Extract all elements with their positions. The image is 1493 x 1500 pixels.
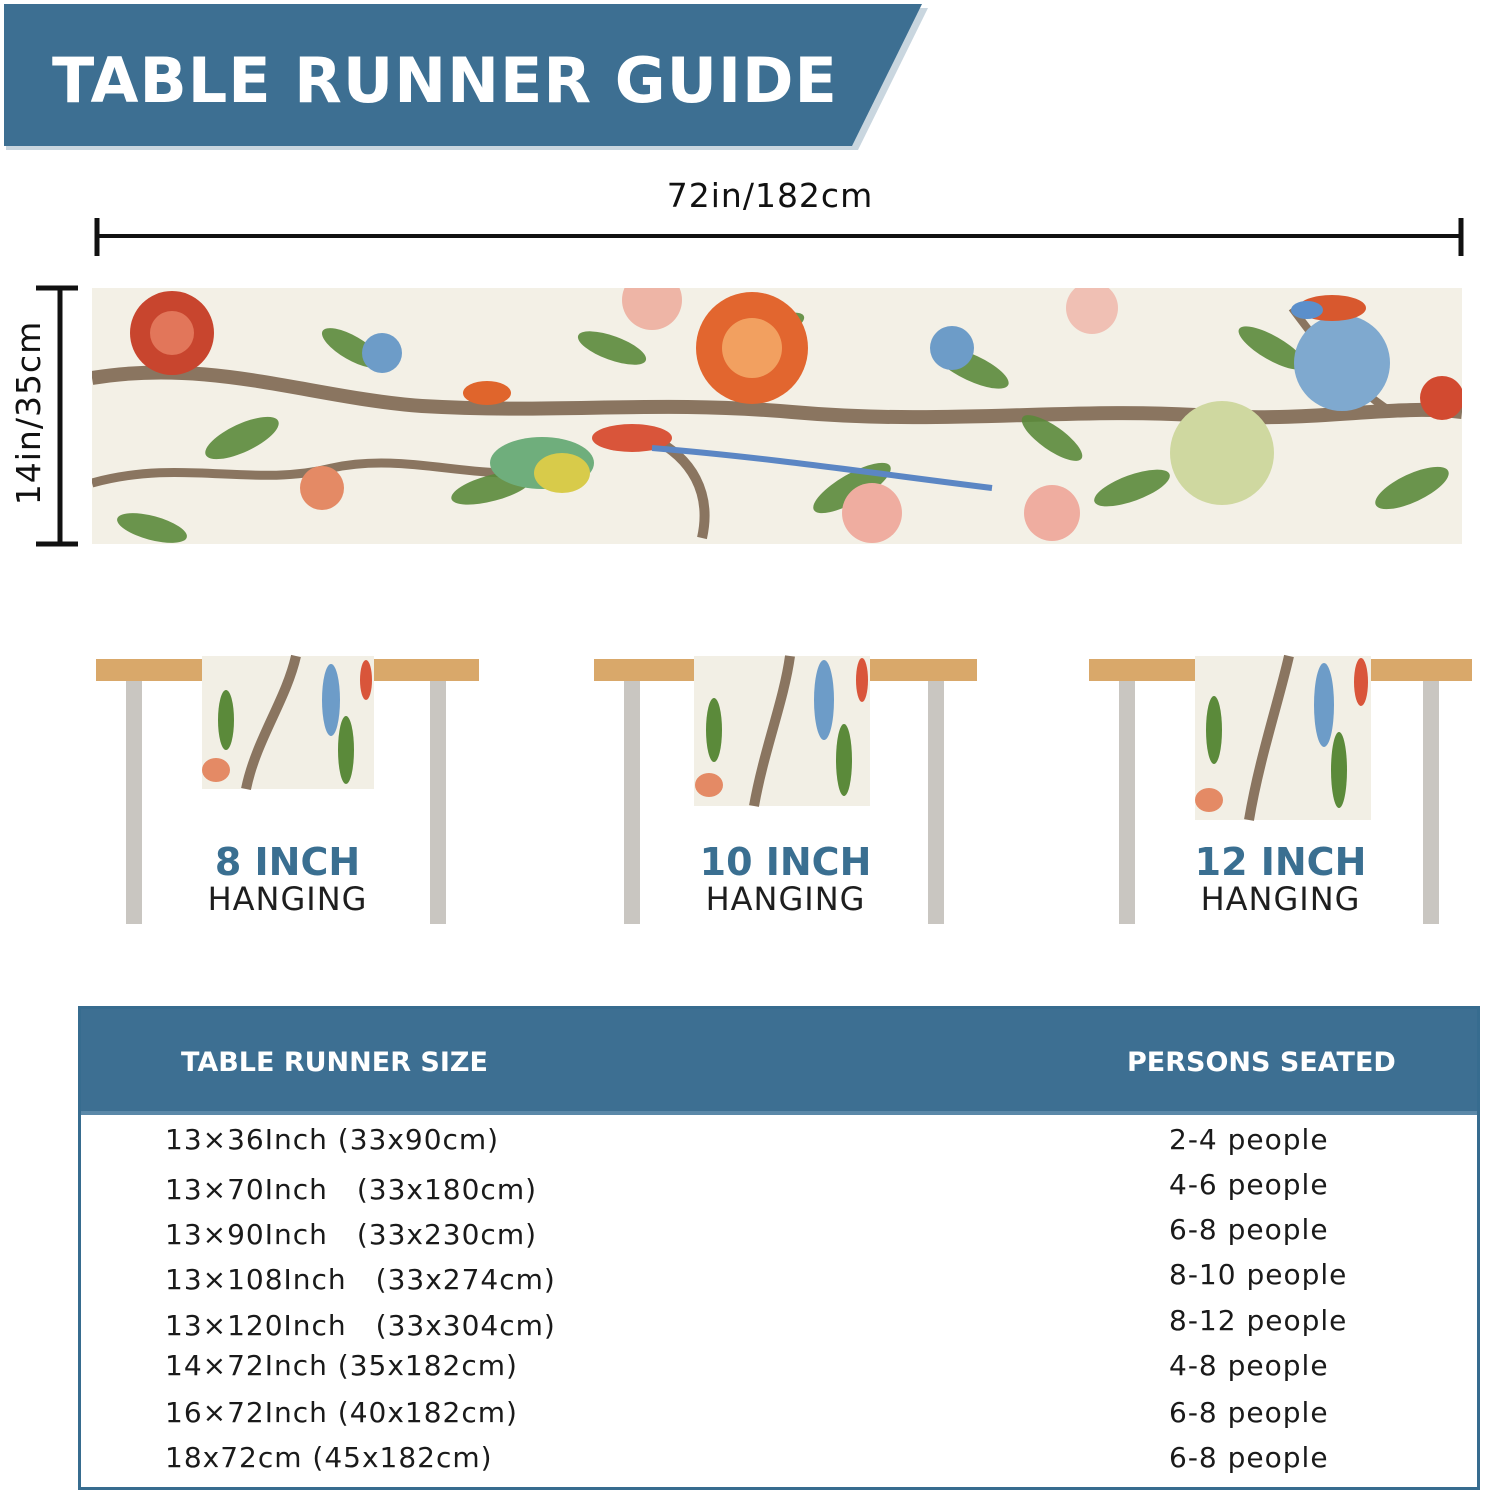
runner-size-cell: 14×72Inch (35x182cm) xyxy=(165,1349,518,1382)
runner-size-cell: 18x72cm (45x182cm) xyxy=(165,1441,493,1474)
persons-seated-cell: 4-8 people xyxy=(1169,1349,1329,1382)
hanging-size-label: 10 INCH xyxy=(699,840,872,884)
table-row xyxy=(81,1258,1477,1298)
runner-size-cell: 13×90Inch (33x230cm) xyxy=(165,1218,538,1251)
size-table xyxy=(78,1006,1480,1490)
column-header-persons: PERSONS SEATED xyxy=(1127,1047,1396,1078)
width-dimension-line xyxy=(90,214,1470,260)
table-row xyxy=(81,1123,1477,1163)
runner-size-cell: 16×72Inch (40x182cm) xyxy=(165,1396,518,1429)
table-row xyxy=(81,1396,1477,1436)
runner-size-cell: 13×108Inch (33x274cm) xyxy=(165,1263,556,1296)
page-title: TABLE RUNNER GUIDE xyxy=(52,44,838,117)
persons-seated-cell: 6-8 people xyxy=(1169,1213,1329,1246)
persons-seated-cell: 4-6 people xyxy=(1169,1168,1329,1201)
hanging-label: HANGING xyxy=(1200,880,1361,918)
runner-size-cell: 13×70Inch (33x180cm) xyxy=(165,1173,538,1206)
runner-size-cell: 13×36Inch (33x90cm) xyxy=(165,1123,500,1156)
table-row xyxy=(81,1441,1477,1481)
height-dimension-line xyxy=(30,284,82,550)
table-runner-pattern-image xyxy=(92,288,1462,544)
table-row xyxy=(81,1213,1477,1253)
size-table-header xyxy=(81,1009,1477,1115)
table-figure-10-inch xyxy=(594,640,994,940)
table-row xyxy=(81,1349,1477,1389)
height-dimension-label: 14in/35cm xyxy=(9,320,48,506)
persons-seated-cell: 6-8 people xyxy=(1169,1396,1329,1429)
table-figure-12-inch xyxy=(1089,640,1489,940)
hanging-size-label: 8 INCH xyxy=(214,840,361,884)
runner-size-cell: 13×120Inch (33x304cm) xyxy=(165,1309,556,1342)
hanging-runner-swatch xyxy=(694,656,870,806)
table-row xyxy=(81,1304,1477,1344)
hanging-runner-swatch xyxy=(1195,656,1371,820)
persons-seated-cell: 8-10 people xyxy=(1169,1258,1348,1291)
hanging-runner-swatch xyxy=(202,656,374,789)
hanging-label: HANGING xyxy=(705,880,866,918)
persons-seated-cell: 2-4 people xyxy=(1169,1123,1329,1156)
persons-seated-cell: 6-8 people xyxy=(1169,1441,1329,1474)
persons-seated-cell: 8-12 people xyxy=(1169,1304,1348,1337)
hanging-size-label: 12 INCH xyxy=(1194,840,1367,884)
table-figure-8-inch xyxy=(96,640,496,940)
hanging-label: HANGING xyxy=(207,880,368,918)
column-header-size: TABLE RUNNER SIZE xyxy=(181,1047,488,1078)
table-row xyxy=(81,1168,1477,1208)
width-dimension-label: 72in/182cm xyxy=(666,176,874,215)
